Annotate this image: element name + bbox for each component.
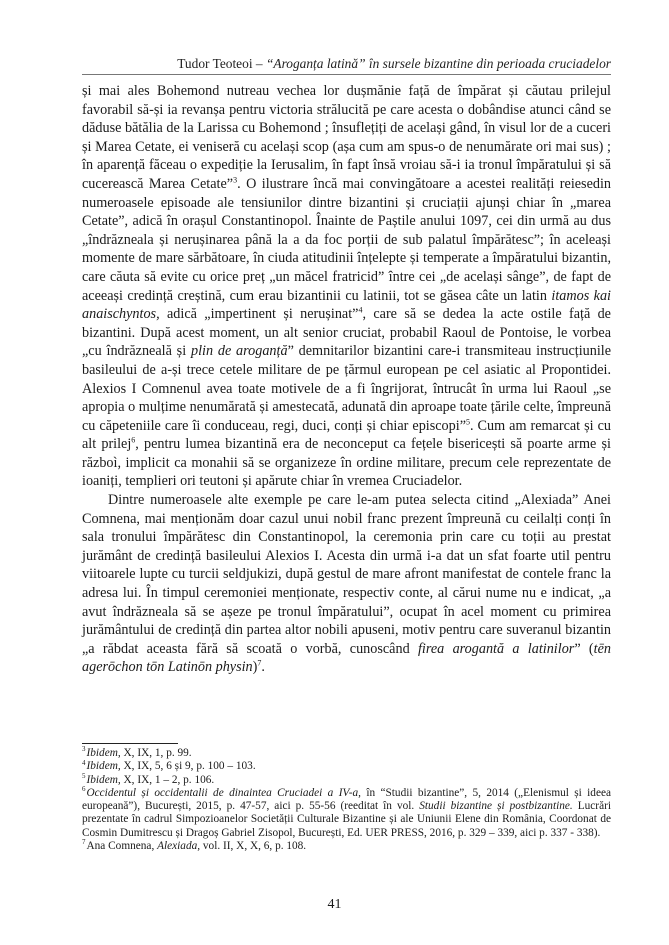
p1-text-b: . O ilustrare încă mai convingătoare a acestei realități reiesedin numeroasele episoade ale tensiunilor dintre bizantini și cruciații ajunși chiar în „marea Cetate”, adică în orașul Constantinopol. Înainte de Paștile anului 1097, cei din urmă au dus „îndrăzneala și nerușinarea până la a da foc porții de sub palatul împărătesc”; în aceleași momente de mare sărbătoare, în ciuda atitudinii înțelepte și temperate a împăratului bizantin, care căuta să evite cu orice preț „un măcel fratricid” între cei „de același sânge”, de fapt de aceeași credință creștină, cum erau bizantinii cu latinii, tot se găsea câte un latin [82, 175, 612, 304]
p1-text-e: , care să se dedea la acte ostile față de bizantini. După acest moment, un alt senior cruciat, probabil Raoul de Pontoise, le vorbea „cu îndrăzneală și [82, 306, 611, 360]
p2-italic-phrase: firea arogantă a latinilor [417, 640, 575, 657]
paragraph-2 [82, 491, 611, 677]
footnote-5: $^5$Ibidem, X, IX, 1 – 2, p. 106. [82, 771, 215, 786]
p2-text-c: ” ( [574, 640, 594, 657]
footnote-rule [82, 743, 178, 744]
footnote-ref-7[interactable]: 7 [257, 658, 262, 668]
page-number: 41 [327, 897, 342, 912]
running-head-author: Tudor Teoteoi – [177, 56, 266, 71]
header-rule [82, 74, 611, 75]
p1-text-d: adică „impertinent și nerușinat” [159, 306, 359, 323]
footnote-ref-4[interactable]: 4 [358, 305, 363, 315]
p1-text-g: ” demnitarilor bizantini care-i transmiteau instrucțiunile basileului de a-și trece cetele militare de pe țărmul european pe cel asiatic al Propontidei. Alexios I Comnenul avea toate motivele de a fi îngrijorat, întrucât în urma lui Raoul „se apropia o mulțime nenumărată și amestecată, adunată din aproape toate țările celte, împreună cu căpeteniile care îi conduceau, regi, duci, conți și chiar episcopi” [82, 343, 612, 434]
running-head-title: “Aroganța latină” în sursele bizantine din perioada cruciadelor [265, 56, 611, 71]
running-head [80, 56, 611, 72]
footnotes [82, 747, 611, 853]
footnote-6: $^6$Occidentul și occidentalii de dinaintea Cruciadei a IV-a, în “Studii bizantine”, 5, 2014 („Elenismul și ideea europeană”), București, 2015, p. 47-57, aici p. 55-56 (reeditat în vol. Studii bizantine și postbizantine. Lucrări prezentate în cadrul Simpozioanelor Societății Culturale Bizantine și ale Uniunii Elene din România, Coordonat de Cosmin Dumitrescu și Dragoș Gabriel Zisopol, București, Ed. UER PRESS, 2016, p. 329 – 339, aici p. 337 - 338). [82, 785, 611, 839]
p1-italic-term: itamos kai anaischyntos, [82, 287, 611, 323]
p1-italic-phrase: plin de aroganță [190, 343, 288, 360]
body-text [82, 82, 611, 677]
p1-text-a: și mai ales Bohemond nutreau vechea lor dușmănie față de împărat și căutau prilejul favorabil să-și ia revanșa pentru victoria strălucită pe care acesta o dobândise atunci când se dăduse bătălia de la Larissa cu Bohemond ; însuflețiți de același gând, în visul lor de a cuceri și Marea Cetate, ei veniseră cu același scop (așa cum am spus-o de nenumărate ori mai sus) ; în aparență făceau o expediție la Ierusalim, în fapt însă vroiau să-i ia tronul împăratului și să cucerească Marea Cetate” [82, 83, 611, 192]
footnote-3: $^3$Ibidem, X, IX, 1, p. 99. [82, 745, 192, 759]
p1-text-i: , pentru lumea bizantină era de neconceput ca fețele bisericești să poarte arme și războì, implicit ca monahii să se organizeze în ordine militare, precum cele reprezentate de ioaniți, templieri ori teutoni și apărute chiar în vremea Cruciadelor. [82, 436, 611, 490]
footnote-7: $^7$Ana Comnena, Alexiada, vol. II, X, X, 6, p. 108. [82, 838, 307, 853]
p2-text-e: ) [252, 659, 258, 676]
footnote-4: $^4$Ibidem, X, IX, 5, 6 și 9, p. 100 – 103. [82, 758, 256, 773]
p2-italic-greek: tēn agerōchon tōn Latinōn physin [82, 640, 611, 676]
p2-text-a: Dintre numeroasele alte exemple pe care le-am putea selecta citind „Alexiada” Anei Comnena, mai menționăm doar cazul unui nobil franc prezent împreună cu ceilalți conți în sala tronului împărătesc din Constantinopol, la ceremonia prin care cu toții au prestat jurământ de credință basileului Alexios I. Acesta din urmă i-a dat un sfat foarte util pentru viitoarele lupte cu turcii seldjukizi, după gestul de mare afront manifestat de contele franc la adresa lui. În timpul ceremoniei menționate, respectiv conte, al cărui nume nu e indicat, „a avut îndrăzneala să se așeze pe tronul împăratului”, ocupat în acel moment cu primirea jurământului de credință din partea altor nobili apuseni, motiv pentru care suveranul bizantin „a răbdat aceasta fără să scoată o vorbă, cunoscând [82, 492, 611, 657]
p1-text-h: . Cum am remarcat și cu alt prilej [82, 417, 611, 453]
footnote-ref-5[interactable]: 5 [466, 416, 470, 426]
paragraph-1 [82, 82, 611, 491]
footnote-ref-3[interactable]: 3 [233, 175, 238, 185]
footnote-ref-6[interactable]: 6 [131, 435, 136, 445]
p2-text-f: . [261, 659, 265, 676]
